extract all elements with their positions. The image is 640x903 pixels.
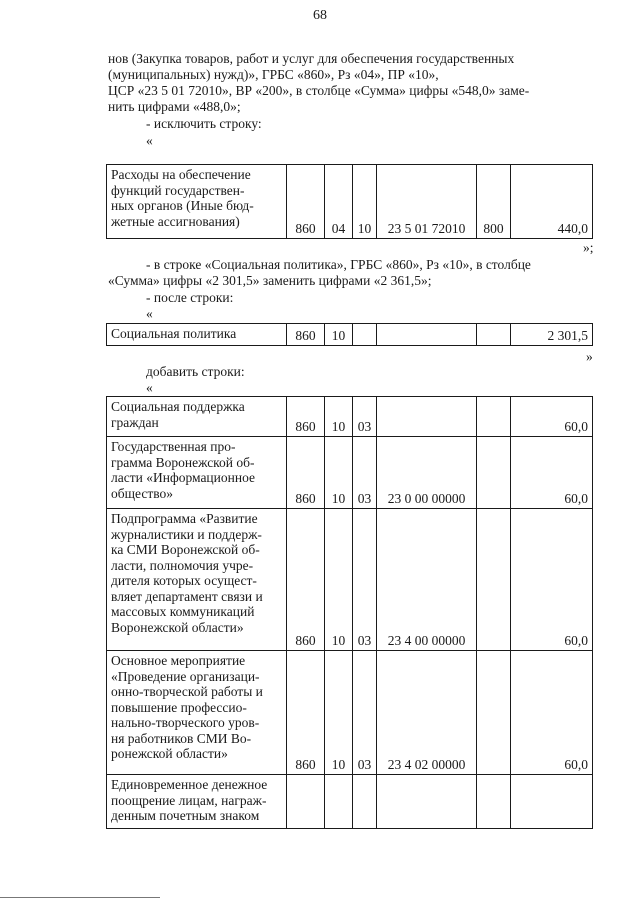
intro-line-4: нить цифрами «488,0»; <box>108 99 241 114</box>
vr-cell <box>477 509 511 651</box>
pr-cell: 10 <box>353 165 377 239</box>
sum-cell <box>511 775 593 829</box>
sum-cell: 2 301,5 <box>511 324 593 346</box>
row-name-cell: Расходы на обеспечение функций государствен- ных органов (Иные бюд- жетные ассигнования) <box>107 165 287 239</box>
csr-cell <box>377 775 477 829</box>
row-name-cell: Государственная про- грамма Воронежской об- ласти «Информационное общество» <box>107 437 287 509</box>
intro-line-1: нов (Закупка товаров, работ и услуг для обеспечения государственных <box>108 51 515 66</box>
csr-cell: 23 4 00 00000 <box>377 509 477 651</box>
csr-cell: 23 4 02 00000 <box>377 651 477 775</box>
page-number: 68 <box>313 8 327 23</box>
csr-cell: 23 5 01 72010 <box>377 165 477 239</box>
rz-cell: 10 <box>325 437 353 509</box>
csr-cell <box>377 397 477 437</box>
csr-cell <box>377 324 477 346</box>
row-name-cell: Основное мероприятие «Проведение организаци- онно-творческой работы и повышение профессио- нально-творческого уров- ня работников СМИ Во- ронежской области» <box>107 651 287 775</box>
intro-line-3: ЦСР «23 5 01 72010», ВР «200», в столбце «Сумма» цифры «548,0» заме- <box>108 83 530 98</box>
vr-cell <box>477 775 511 829</box>
grbs-cell: 860 <box>287 165 325 239</box>
row-name-cell: Социальная политика <box>107 324 287 346</box>
pr-cell: 03 <box>353 651 377 775</box>
grbs-cell <box>287 775 325 829</box>
table-row <box>107 437 593 509</box>
open-quote-2: « <box>146 306 153 321</box>
rz-cell: 04 <box>325 165 353 239</box>
pr-cell: 03 <box>353 509 377 651</box>
table-after <box>106 323 593 346</box>
csr-cell: 23 0 00 00000 <box>377 437 477 509</box>
sum-cell: 60,0 <box>511 437 593 509</box>
social-policy-line-2: «Сумма» цифры «2 301,5» заменить цифрами «2 361,5»; <box>108 273 432 288</box>
close-quote: » <box>586 349 593 364</box>
vr-cell: 800 <box>477 165 511 239</box>
vr-cell <box>477 397 511 437</box>
pr-cell: 03 <box>353 397 377 437</box>
social-policy-line-1: - в строке «Социальная политика», ГРБС «860», Рз «10», в столбце <box>146 257 531 272</box>
pr-cell <box>353 775 377 829</box>
rz-cell: 10 <box>325 397 353 437</box>
grbs-cell: 860 <box>287 437 325 509</box>
item-after: - после строки: <box>146 290 234 305</box>
vr-cell <box>477 437 511 509</box>
grbs-cell: 860 <box>287 509 325 651</box>
item-exclude: - исключить строку: <box>146 116 262 131</box>
table-row <box>107 324 593 346</box>
grbs-cell: 860 <box>287 324 325 346</box>
table-row <box>107 651 593 775</box>
table-row <box>107 165 593 239</box>
grbs-cell: 860 <box>287 397 325 437</box>
sum-cell: 60,0 <box>511 651 593 775</box>
rz-cell: 10 <box>325 324 353 346</box>
intro-line-2: (муниципальных) нужд)», ГРБС «860», Рз «04», ПР «10», <box>108 67 439 82</box>
item-add: добавить строки: <box>146 364 245 379</box>
rz-cell <box>325 775 353 829</box>
table-exclude <box>106 164 593 239</box>
grbs-cell: 860 <box>287 651 325 775</box>
footer-divider <box>0 897 160 898</box>
pr-cell <box>353 324 377 346</box>
vr-cell <box>477 324 511 346</box>
sum-cell: 60,0 <box>511 397 593 437</box>
row-name-cell: Единовременное денежное поощрение лицам, награж- денным почетным знаком <box>107 775 287 829</box>
table-row <box>107 509 593 651</box>
vr-cell <box>477 651 511 775</box>
sum-cell: 60,0 <box>511 509 593 651</box>
table-row <box>107 397 593 437</box>
sum-cell: 440,0 <box>511 165 593 239</box>
table-row <box>107 775 593 829</box>
rz-cell: 10 <box>325 509 353 651</box>
table-add <box>106 396 593 829</box>
pr-cell: 03 <box>353 437 377 509</box>
open-quote-1: « <box>146 133 153 148</box>
row-name-cell: Социальная поддержка граждан <box>107 397 287 437</box>
open-quote-3: « <box>146 380 153 395</box>
close-quote-semicolon: »; <box>583 240 594 255</box>
row-name-cell: Подпрограмма «Развитие журналистики и поддерж- ка СМИ Воронежской об- ласти, полномочия учре- дителя которых осущест- вляет департамент связи и массовых коммуникаций Воронежской области» <box>107 509 287 651</box>
rz-cell: 10 <box>325 651 353 775</box>
